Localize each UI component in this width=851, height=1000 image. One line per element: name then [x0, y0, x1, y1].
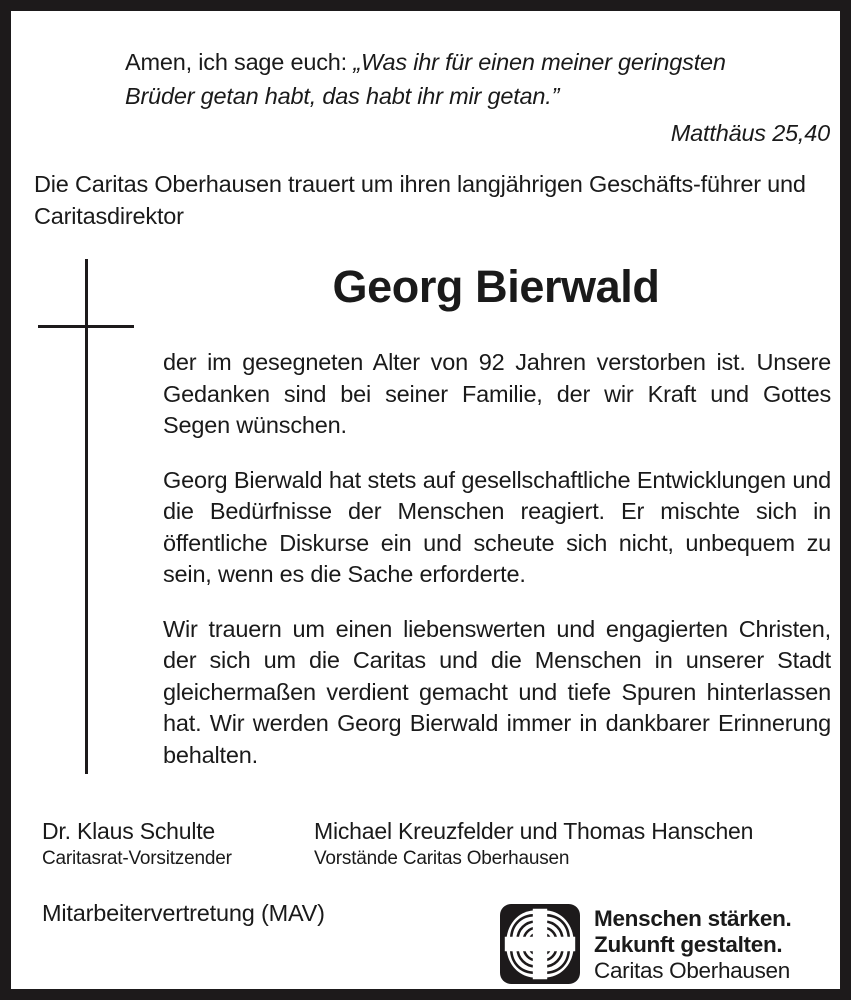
- body-text-column: [163, 347, 831, 771]
- caritas-brand-lockup: [500, 904, 791, 984]
- mav-line: Mitarbeitervertretung (MAV): [42, 900, 325, 926]
- signatory-role: Vorstände Caritas Oberhausen: [314, 848, 570, 869]
- cross-stem: [85, 259, 88, 774]
- scripture-quote: [125, 45, 833, 150]
- body-paragraph: Georg Bierwald hat stets auf gesellschaftliche Entwicklungen und die Bedürfnisse der Menschen reagiert. Er mischte sich in öffentliche Diskurse ein und scheute sich nicht, unbequem zu sein, wenn es die Sache erforderte.: [163, 466, 831, 587]
- tagline-line-2: Zukunft gestalten.: [594, 932, 783, 957]
- quote-source: Matthäus 25,40: [670, 120, 830, 146]
- tagline-line-1: Menschen stärken.: [594, 906, 792, 931]
- cross-bar: [38, 325, 134, 328]
- quote-italic-part-2: Brüder getan habt, das habt ihr mir getan.”: [125, 83, 560, 109]
- christian-cross-icon: [38, 259, 150, 774]
- signatory-role: Caritasrat-Vorsitzender: [42, 848, 232, 869]
- body-paragraph: der im gesegneten Alter von 92 Jahren verstorben ist. Unsere Gedanken sind bei seiner Familie, der wir Kraft und Gottes Segen wünschen.: [163, 349, 831, 438]
- body-paragraph: Wir trauern um einen liebenswerten und engagierten Christen, der sich um die Caritas und die Menschen in unserer Stadt gleichermaßen verdient gemacht und tiefe Spuren hinterlassen hat. Wir werden Georg Bierwald immer in dankbarer Erinnerung behalten.: [163, 615, 831, 768]
- notice-paper: [11, 11, 840, 989]
- quote-line-1: [125, 45, 833, 79]
- caritas-logo-icon: [500, 904, 580, 984]
- organisation-name: Caritas Oberhausen: [594, 958, 790, 983]
- signatory-block: [42, 817, 832, 871]
- signatory-entry: [314, 817, 832, 871]
- signatory-name: Michael Kreuzfelder und Thomas Hanschen: [314, 818, 754, 844]
- signatory-entry: [42, 817, 314, 871]
- quote-italic-part-1: „Was ihr für einen meiner geringsten: [353, 49, 726, 75]
- signatory-name: Dr. Klaus Schulte: [42, 818, 216, 844]
- quote-intro-text: Amen, ich sage euch:: [125, 49, 354, 75]
- deceased-name: Georg Bierwald: [332, 261, 660, 312]
- lead-in-text: Die Caritas Oberhausen trauert um ihren langjährigen Geschäfts-führer und Caritasdirektor: [34, 171, 806, 229]
- caritas-tagline: [594, 904, 791, 984]
